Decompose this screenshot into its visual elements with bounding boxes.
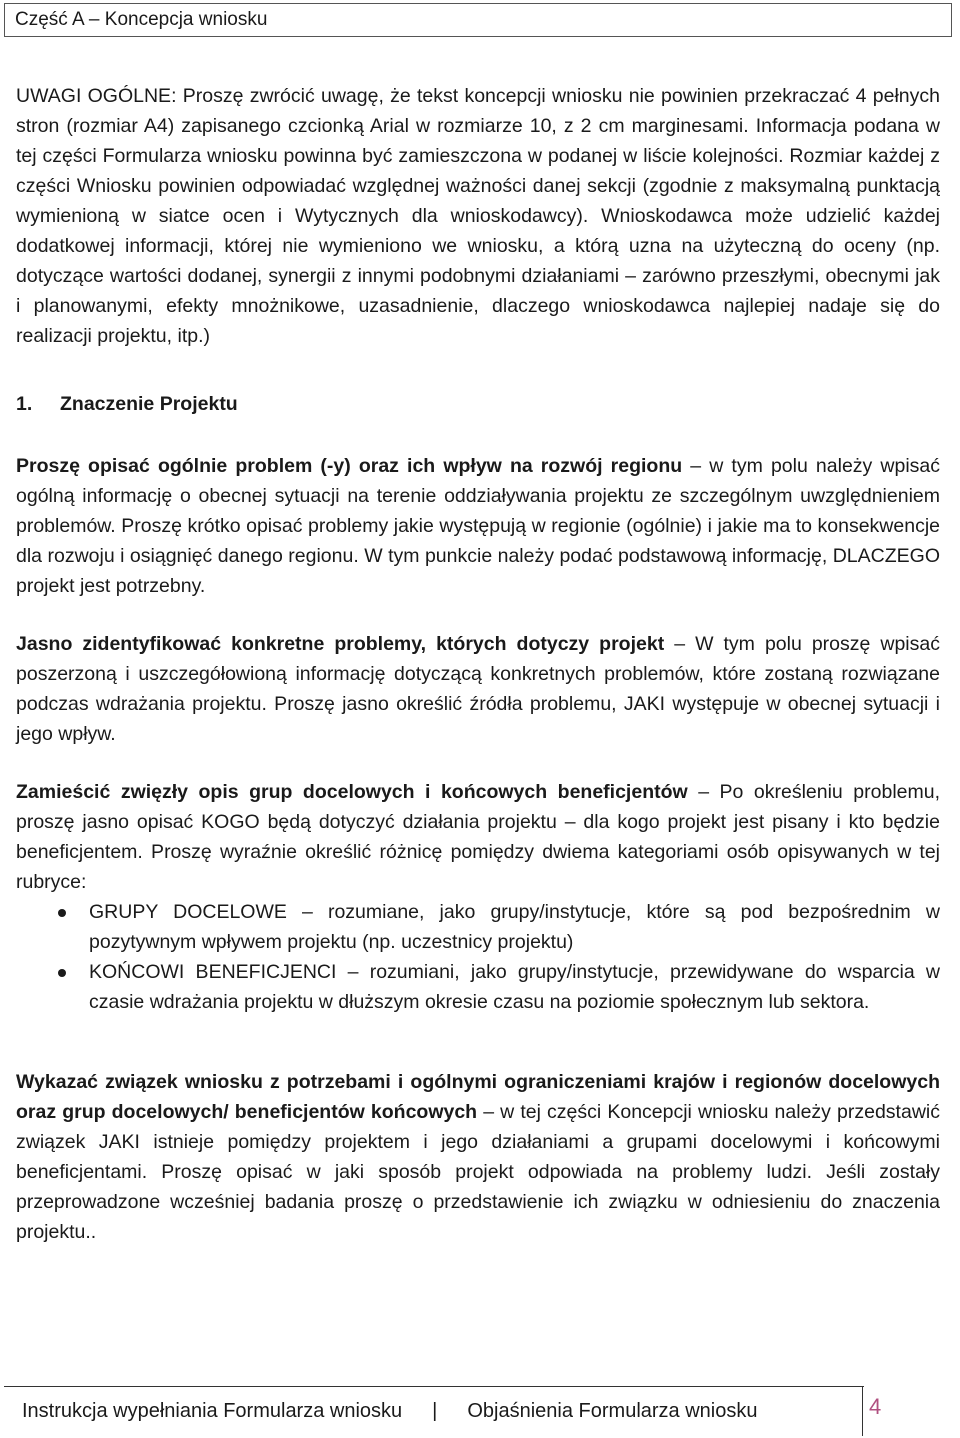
bullet-icon [58,909,66,917]
paragraph-problem-text: – w tym polu należy wpisać ogólną informację o obecnej sytuacji na terenie oddziaływania projektu ze szczególnym uwzględnieniem problemów. Proszę krótko opisać problemy jakie występują w regionie (ogólnie) i jakie ma to konsekwencje dla rozwoju i osiągnięć danego regionu. W tym punkcie należy podać podstawową informację, DLACZEGO projekt jest potrzebny. [16,455,940,597]
section-heading [16,389,940,419]
paragraph-relevance-lead: Wykazać związek wniosku z potrzebami i ogólnymi ograniczeniami krajów i regionów docelowych oraz grup docelowych/ beneficjentów końcowych [16,1071,940,1123]
footer-divider [4,1386,864,1387]
section-header [4,3,952,37]
paragraph-relevance [16,1067,940,1247]
page-footer [22,1397,758,1425]
paragraph-target-groups-text: – Po określeniu problemu, proszę jasno opisać KOGO będą dotyczyć działania projektu – dla kogo projekt jest pisany i kto będzie beneficjentem. Proszę wyraźnie określić różnicę pomiędzy dwiema kategoriami osób opisywanych w tej rubryce: [16,781,940,893]
paragraph-target-groups-lead: Zamieścić zwięzły opis grup docelowych i końcowych beneficjentów [16,781,688,803]
document-body [16,81,940,1247]
list-item-text: GRUPY DOCELOWE – rozumiane, jako grupy/instytucje, które są pod bezpośrednim w pozytywnym wpływem projektu (np. uczestnicy projektu) [89,901,940,953]
list-item [16,957,940,1017]
list-item-text: KOŃCOWI BENEFICJENCI – rozumiani, jako grupy/instytucje, przewidywane do wsparcia w czasie wdrażania projektu w dłuższym okresie czasu na poziomie społecznym lub sektora. [89,961,940,1013]
paragraph-specific-problems [16,629,940,749]
paragraph-relevance-text: – w tej części Koncepcji wniosku należy przedstawić związek JAKI istnieje pomiędzy projektem i jego działaniami a grupami docelowymi i końcowymi beneficjentami. Proszę opisać w jaki sposób projekt odpowiada na problemy ludzi. Jeśli zostały przeprowadzone wcześniej badania proszę o przedstawienie ich związku w odniesieniu do znaczenia projektu.. [16,1101,940,1243]
beneficiary-list [16,897,940,1017]
section-title: Znaczenie Projektu [60,393,238,415]
footer-left-text: Instrukcja wypełniania Formularza wniosku [22,1400,403,1422]
page-number: 4 [869,1394,882,1419]
section-header-title: Część A – Koncepcja wniosku [15,9,268,30]
general-notes: UWAGI OGÓLNE: Proszę zwrócić uwagę, że tekst koncepcji wniosku nie powinien przekraczać 4 pełnych stron (rozmiar A4) zapisanego czcionką Arial w rozmiarze 10, z 2 cm marginesami. Informacja podana w tej części Formularza wniosku powinna być zamieszczona w podanej w liście kolejności. Rozmiar każdej z części Wniosku powinien odpowiadać względnej ważności danej sekcji (zgodnie z maksymalną punktacją wymienioną w siatce ocen i Wytycznych dla wnioskodawcy). Wnioskodawca może udzielić każdej dodatkowej informacji, której nie wymieniono we wniosku, a którą uzna na użyteczną do oceny (np. dotyczące wartości dodanej, synergii z innymi podobnymi działaniami – zarówno przeszłymi, obecnymi jak i planowanymi, efekty mnożnikowe, uzasadnienie, dlaczego wnioskodawca najlepiej nadaje się do realizacji projektu, itp.) [16,85,940,347]
list-item [16,897,940,957]
footer-right-text: Objaśnienia Formularza wniosku [467,1400,758,1422]
paragraph-specific-problems-lead: Jasno zidentyfikować konkretne problemy, których dotyczy projekt [16,633,665,655]
paragraph-target-groups [16,777,940,897]
paragraph-problem [16,451,940,601]
section-number: 1. [16,393,33,415]
footer-separator: | [432,1400,438,1422]
bullet-icon [58,969,66,977]
paragraph-problem-lead: Proszę opisać ogólnie problem (-y) oraz ich wpływ na rozwój regionu [16,455,683,477]
paragraph-specific-problems-text: – W tym polu proszę wpisać poszerzoną i uszczegółowioną informację dotyczącą konkretnych problemów, które zostaną rozwiązane podczas wdrażania projektu. Proszę jasno określić źródła problemu, JAKI występuje w obecnej sytuacji i jego wpływ. [16,633,940,745]
